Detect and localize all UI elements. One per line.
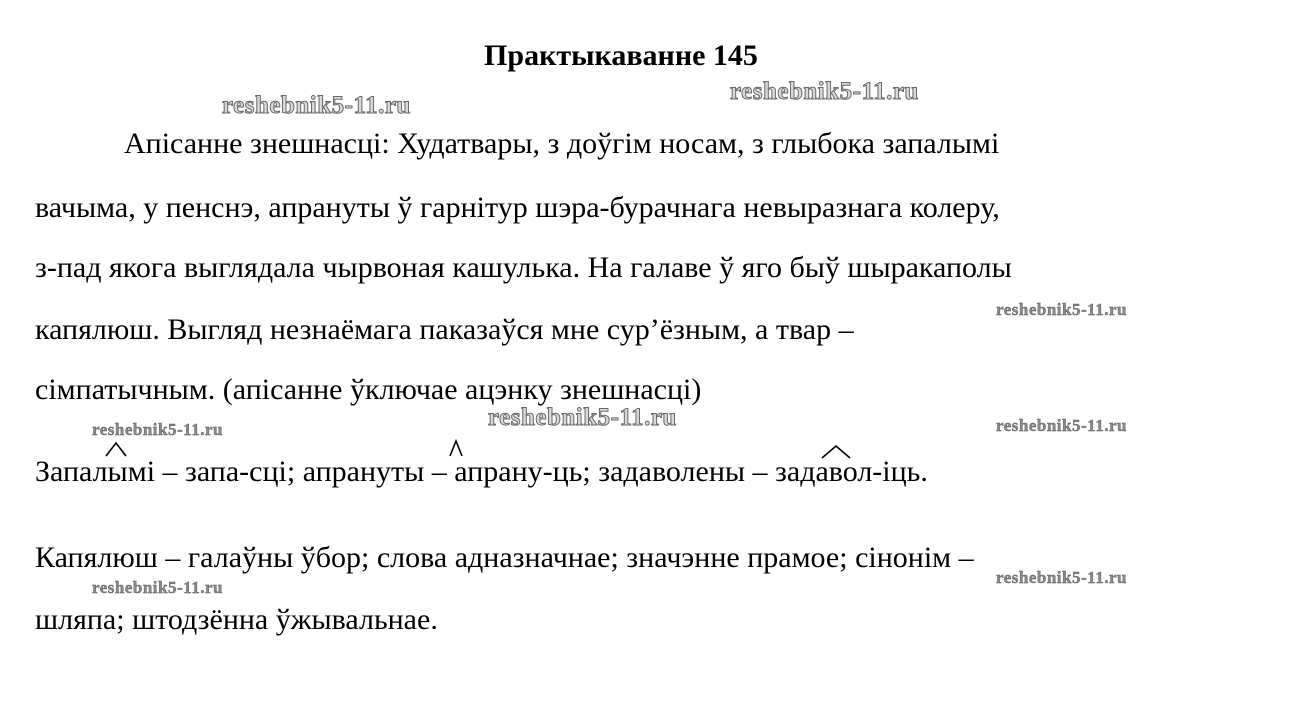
watermark: reshebnik5-11.ru (92, 420, 223, 439)
paragraph1-line: капялюш. Выгляд незнаёмага паказаўся мне сур’ёзным, а твар – (35, 313, 854, 346)
paragraph1-line: з-пад якога выглядала чырвоная кашулька. На галаве ў яго быў шыракаполы (35, 251, 1012, 284)
watermark: reshebnik5-11.ru (996, 300, 1127, 319)
paragraph1-line: вачыма, у пенснэ, апрануты ў гарнітур шэра-бурачнага невыразнага колеру, (35, 191, 1000, 224)
paragraph1-line: Апісанне знешнасці: Худатвары, з доўгім носам, з глыбока запалымі (124, 127, 1000, 160)
morphemes-line: Запалымі – запа-сці; апрануты – апрану-ць; задаволены – задавол-іць. (35, 455, 928, 488)
paragraph2-line: шляпа; штодзённа ўжывальнае. (35, 603, 438, 636)
paragraph2-line: Капялюш – галаўны ўбор; слова адназначнае; значэнне прамое; сінонім – (35, 541, 974, 574)
watermark: reshebnik5-11.ru (996, 568, 1127, 587)
watermark: reshebnik5-11.ru (730, 78, 919, 105)
paragraph1-line: сімпатычным. (апісанне ўключае ацэнку знешнасці) (35, 373, 702, 406)
watermark: reshebnik5-11.ru (488, 404, 677, 431)
page-title: Практыкаванне 145 (484, 39, 758, 72)
watermark: reshebnik5-11.ru (996, 416, 1127, 435)
watermark: reshebnik5-11.ru (222, 92, 411, 119)
watermark: reshebnik5-11.ru (92, 578, 223, 597)
